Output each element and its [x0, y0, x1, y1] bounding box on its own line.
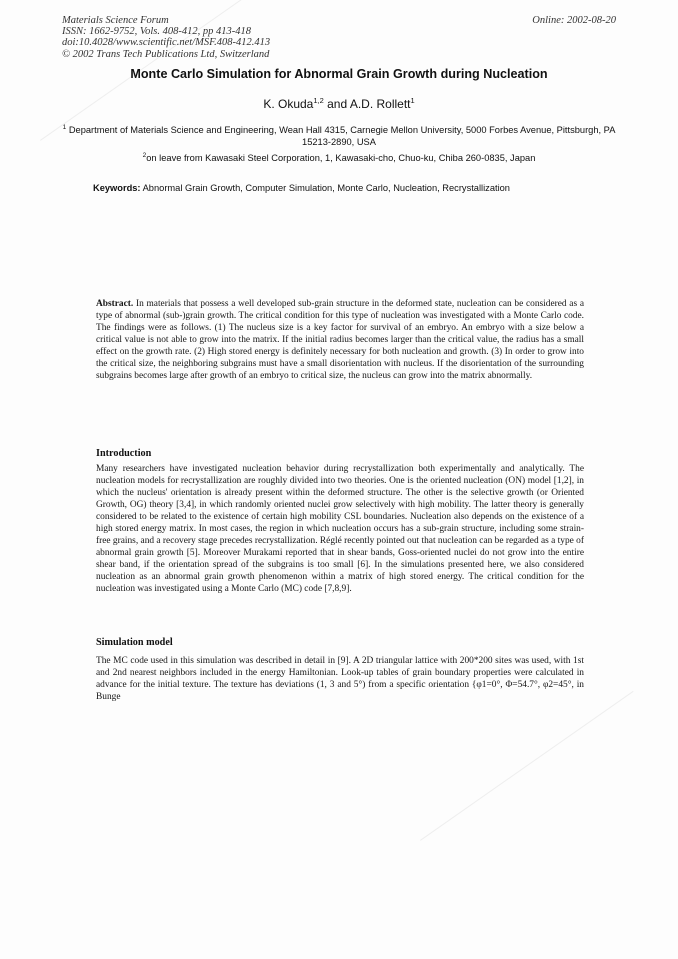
online-date: Online: 2002-08-20: [532, 15, 616, 26]
journal-line: doi:10.4028/www.scientific.net/MSF.408-412.413: [62, 37, 271, 49]
journal-line: Materials Science Forum: [62, 15, 169, 26]
keywords-label: Keywords:: [93, 183, 141, 193]
author-separator: and: [323, 97, 350, 111]
author-affiliation-mark: 1: [410, 96, 415, 105]
affiliation-text: on leave from Kawasaki Steel Corporation, 1, Kawasaki-cho, Chuo-ku, Chiba 260-0835, Japan: [146, 153, 536, 163]
introduction-heading: Introduction: [96, 448, 152, 459]
paper-title: Monte Carlo Simulation for Abnormal Grain Growth during Nucleation: [130, 67, 548, 81]
affiliation-mark: 1: [62, 124, 67, 131]
keywords: [93, 182, 533, 194]
author-affiliation-mark: 1,2: [313, 96, 324, 105]
journal-info: [62, 15, 270, 60]
author-name: A.D. Rollett: [349, 97, 411, 111]
affiliation-text: Department of Materials Science and Engineering, Wean Hall 4315, Carnegie Mellon University, 5000 Forbes Avenue, Pittsburgh, PA 15213-2890, USA: [68, 125, 616, 147]
author-name: K. Okuda: [263, 97, 314, 111]
authors-line: [40, 96, 638, 111]
affiliation-mark: 2: [142, 152, 147, 159]
simulation-heading: Simulation model: [96, 637, 173, 648]
background-watermark-line: [420, 691, 634, 841]
abstract: [96, 298, 584, 382]
keywords-text: Abnormal Grain Growth, Computer Simulation, Monte Carlo, Nucleation, Recrystallization: [140, 183, 510, 193]
affiliation-1: [60, 122, 618, 148]
introduction-text: Many researchers have investigated nucleation behavior during recrystallization both experimentally and analytically. The nucleation models for recrystallization are roughly divided into two theories. One is the oriented nucleation (ON) model [1,2], in which the nucleus' orientation is already present within the deformed structure. The other is the selective growth (or Oriented Growth, OG) theory [3,4], in which randomly oriented nuclei grow selectively with high mobility. The latter theory is generally considered to be related to the existence of certain high mobility CSL boundaries. Nucleation also depends on the existence of a high stored energy matrix. In most cases, the region in which nucleation occurs has a sub-grain structure, including some strain-free grains, and a recovery stage precedes recrystallization. Réglé recently pointed out that nucleation can be regarded as a type of abnormal grain growth [5]. Moreover Murakami reported that in shear bands, Goss-oriented nuclei do not grow into the entire shear band, if the orientation spread of the subgrains is too small [6]. In the simulations presented here, we also considered nucleation as an abnormal grain growth phenomenon within a matrix of high stored energy. The critical condition for the nucleation was investigated using a Monte Carlo (MC) code [7,8,9].: [96, 464, 584, 595]
abstract-label: Abstract.: [96, 299, 134, 309]
abstract-text: In materials that possess a well developed sub-grain structure in the deformed state, nucleation can be considered as a type of abnormal (sub-)grain growth. The critical condition for this type of nucleation was investigated with a Monte Carlo code. The findings were as follows. (1) The nucleus size is a key factor for survival of an embryo. An embryo with a size below a critical value is not able to grow into the matrix. If the initial radius becomes larger than the critical value, the radius has a small effect on the growth rate. (2) High stored energy is definitely necessary for both nucleation and growth. (3) In order to grow into the critical size, the neighboring subgrains must have a small disorientation with nucleus. If the disorientation of the surrounding subgrains becomes large after growth of an embryo to critical size, the nucleus can grow into the matrix abnormally.: [96, 299, 584, 382]
journal-line: © 2002 Trans Tech Publications Ltd, Switzerland: [62, 48, 270, 60]
affiliation-2: [60, 150, 618, 165]
simulation-text: The MC code used in this simulation was described in detail in [9]. A 2D triangular lattice with 200*200 sites was used, with 1st and 2nd nearest neighbors included in the energy Hamiltonian. Look-up tables of grain boundary properties were calculated in advance for the initial texture. The texture has deviations (1, 3 and 5°) from a specific orientation {φ1=0°, Φ=54.7°, φ2=45°, in Bunge: [96, 656, 584, 703]
journal-line: ISSN: 1662-9752, Vols. 408-412, pp 413-418: [62, 26, 251, 38]
